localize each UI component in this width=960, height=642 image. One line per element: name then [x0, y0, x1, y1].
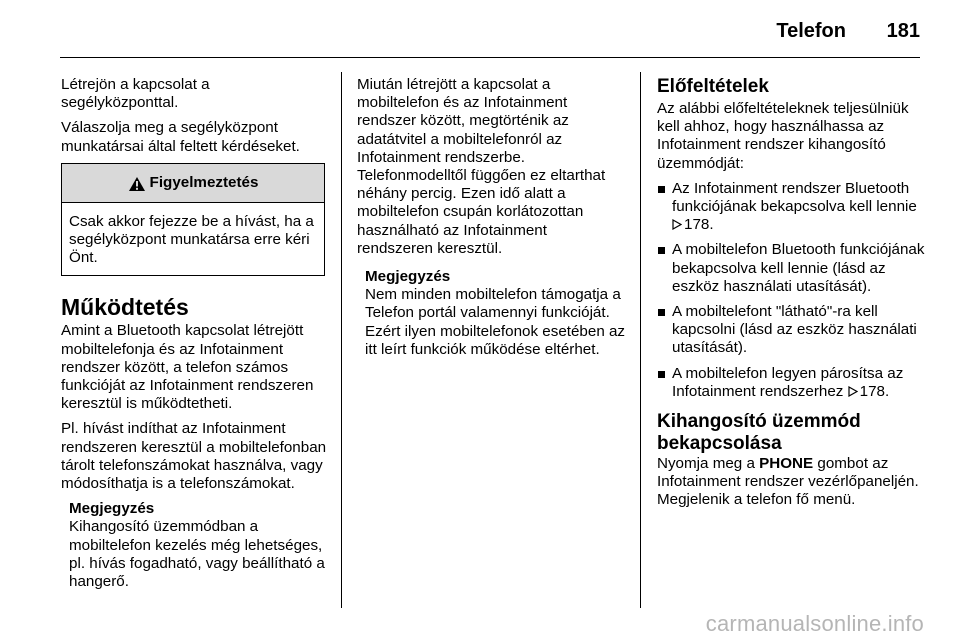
list-item — [657, 241, 925, 296]
page-header — [0, 0, 960, 58]
paragraph: Pl. hívást indíthat az Infotainment rendszeren keresztül a mobiltelefonban tárolt telefonszámokat használva, vagy módosíthatja is a telefonszámokat. — [61, 420, 327, 493]
column-middle — [357, 76, 627, 366]
subsection-title-line1: Kihangosító üzemmód — [657, 411, 861, 433]
button-name-phone: PHONE — [759, 455, 814, 473]
bullet-icon — [658, 186, 665, 193]
bullet-icon — [658, 247, 665, 254]
section-title: Előfeltételek — [657, 76, 769, 97]
bullet-icon — [658, 309, 665, 316]
page-reference: 178. — [859, 382, 890, 400]
column-divider — [640, 72, 641, 608]
note-block — [69, 500, 327, 591]
text-run: gombot az Infotainment rendszer vezérlőpaneljén. Megjelenik a telefon fő menü. — [657, 455, 919, 509]
requirements-list — [657, 180, 925, 401]
warning-header — [62, 164, 324, 203]
page-reference-icon — [848, 386, 858, 397]
paragraph — [657, 455, 925, 510]
paragraph: Válaszolja meg a segélyközpont munkatársai által feltett kérdéseket. — [61, 119, 300, 155]
subsection-title — [657, 411, 925, 455]
text-run: Nyomja meg a — [657, 455, 760, 473]
list-item — [657, 180, 925, 235]
page-reference-icon — [672, 219, 682, 230]
list-item — [657, 303, 925, 358]
note-block — [365, 268, 627, 359]
paragraph: Amint a Bluetooth kapcsolat létrejött mobiltelefonja és az Infotainment rendszer között, a telefon számos funkcióját az Infotainment rendszeren keresztül is működtetheti. — [61, 322, 314, 413]
header-divider — [60, 57, 920, 58]
watermark: carmanualsonline.info — [705, 611, 924, 636]
warning-box — [61, 163, 325, 277]
list-item-text: A mobiltelefon Bluetooth funkciójának bekapcsolva kell lennie (lásd az eszköz használati utasítását). — [672, 241, 925, 295]
list-item-text: A mobiltelefont "látható"-ra kell kapcsolni (lásd az eszköz használati utasítását). — [672, 303, 917, 357]
warning-triangle-icon — [128, 176, 146, 192]
note-text: Kihangosító üzemmódban a mobiltelefon kezelés még lehetséges, pl. hívás fogadható, vagy beállítható a hangerő. — [69, 518, 325, 591]
bullet-icon — [658, 371, 665, 378]
section-title: Működtetés — [61, 294, 189, 321]
paragraph: Az alábbi előfeltételeknek teljesülniük kell ahhoz, hogy használhassa az Infotainment rendszer kihangosító üzemmódját: — [657, 100, 909, 172]
note-text: Nem minden mobiltelefon támogatja a Telefon portál valamennyi funkcióját. Ezért ilyen mobiltelefonok esetében az itt leírt funkciók működése eltérhet. — [365, 286, 626, 358]
note-label: Megjegyzés — [69, 500, 155, 518]
page-title: Telefon — [776, 20, 846, 42]
list-item-text: A mobiltelefon legyen párosítsa az Infotainment rendszerhez — [672, 364, 904, 400]
subsection-title-line2: bekapcsolása — [657, 433, 782, 455]
list-item-text: Az Infotainment rendszer Bluetooth funkciójának bekapcsolva kell lennie — [672, 179, 917, 216]
paragraph: Létrejön a kapcsolat a segélyközponttal. — [61, 76, 210, 112]
warning-body: Csak akkor fejezze be a hívást, ha a segélyközpont munkatársa erre kéri Önt. — [69, 212, 314, 267]
column-left — [61, 76, 327, 598]
list-item — [657, 365, 925, 401]
page-reference: 178. — [684, 216, 714, 234]
page-number: 181 — [886, 20, 920, 42]
warning-title: Figyelmeztetés — [149, 173, 259, 191]
column-right — [657, 76, 925, 517]
note-label: Megjegyzés — [365, 268, 451, 286]
column-divider — [341, 72, 342, 608]
paragraph: Miután létrejött a kapcsolat a mobiltelefon és az Infotainment rendszer között, megtörténik az adatátvitel a mobiltelefonról az Infotainment rendszerbe. Telefonmodelltől függően ez eltarthat néhány percig. Ezen idő alatt a mobiltelefon csupán korlátozottan használható az Infotainment rendszeren keresztül. — [357, 76, 606, 257]
